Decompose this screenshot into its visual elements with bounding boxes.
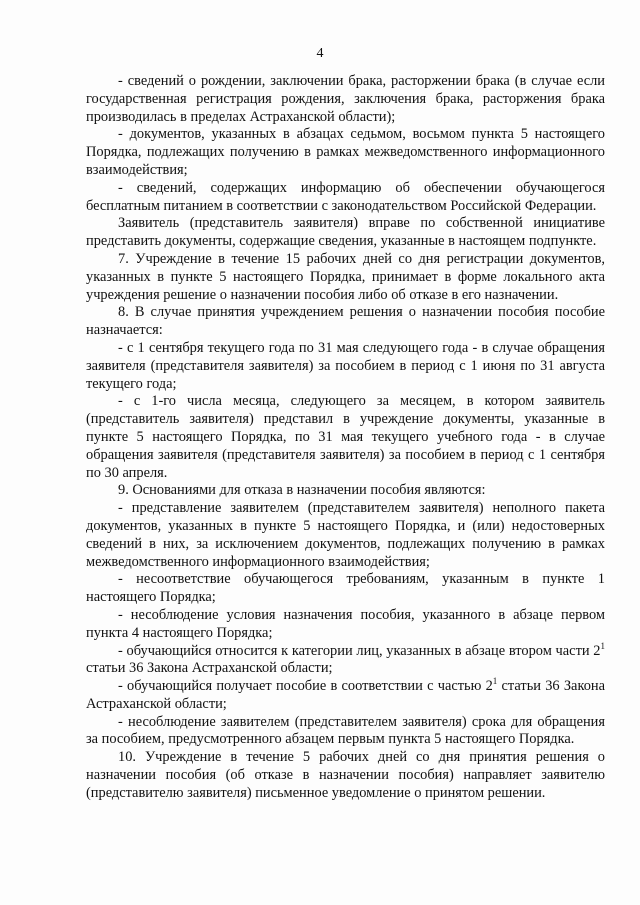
document-body [86,73,605,803]
paragraph-refusal-deadline: - несоблюдение заявителем (представителем заявителя) срока для обращения за пособием, предусмотренного абзацем первым пункта 5 настоящего Порядка. [86,713,605,748]
paragraph-refusal-requirements: - несоответствие обучающегося требованиям, указанным в пункте 1 настоящего Порядка; [86,571,605,606]
paragraph-birth-marriage-info: - сведений о рождении, заключении брака, расторжении брака (в случае если государственная регистрация рождения, заключения брака, расторжения брака производилась в пределах Астраханской области); [86,73,605,125]
paragraph-refusal-receives-benefit-text: - обучающийся получает пособие в соответствии с частью 2 [118,678,493,695]
paragraph-item-8-period-1: - с 1 сентября текущего года по 31 мая следующего года - в случае обращения заявителя (представителя заявителя) за пособием в период с 1 июня по 31 августа текущего года; [86,339,605,392]
paragraph-refusal-category-text-end: статьи 36 Закона Астраханской области; [86,660,333,677]
paragraph-refusal-category-text: - обучающийся относится к категории лиц, указанных в абзаце втором части 2 [118,642,601,659]
paragraph-refusal-conditions: - несоблюдение условия назначения пособия, указанного в абзаце первом пункта 4 настоящего Порядка; [86,606,605,641]
paragraph-item-8-period-2: - с 1-го числа месяца, следующего за месяцем, в котором заявитель (представитель заявителя) представил в учреждение документы, указанные в пункте 5 настоящего Порядка, по 31 мая текущего учебного года - в случае обращения заявителя (представителя заявителя) за пособием в период с 1 сентября по 30 апреля. [86,393,605,481]
paragraph-item-9: 9. Основаниями для отказа в назначении пособия являются: [118,482,486,499]
paragraph-interagency-documents: - документов, указанных в абзацах седьмом, восьмом пункта 5 настоящего Порядка, подлежащих получению в рамках межведомственного информационного взаимодействия; [86,126,605,178]
paragraph-item-7: 7. Учреждение в течение 15 рабочих дней со дня регистрации документов, указанных в пункте 5 настоящего Порядка, принимает в форме локального акта учреждения решение о назначении пособия либо об отказе в его назначении. [86,250,605,303]
paragraph-refusal-receives-benefit-text-end: статьи 36 Закона Астраханской области; [86,678,605,712]
paragraph-applicant-initiative: Заявитель (представитель заявителя) вправе по собственной инициативе представить документы, содержащие сведения, указанные в настоящем подпункте. [86,215,605,250]
paragraph-refusal-category [86,640,605,679]
paragraph-refusal-incomplete-docs: - представление заявителем (представителем заявителя) неполного пакета документов, указанных в пункте 5 настоящего Порядка, и (или) недостоверных сведений в них, за исключением документов, подлежащих получению в рамках межведомственного информационного взаимодействия; [86,500,605,570]
paragraph-free-meals-info: - сведений, содержащих информацию об обеспечении обучающегося бесплатным питанием в соответствии с законодательством Российской Федерации. [86,179,605,214]
page-number: 4 [316,46,324,61]
superscript: 1 [492,676,498,687]
paragraph-item-8: 8. В случае принятия учреждением решения о назначении пособия пособие назначается: [86,304,605,339]
superscript: 1 [600,640,605,651]
paragraph-item-10: 10. Учреждение в течение 5 рабочих дней со дня принятия решения о назначении пособия (об отказе в назначении пособия) направляет заявителю (представителю заявителя) письменное уведомление о принятом решении. [86,749,605,801]
paragraph-refusal-receives-benefit [86,678,605,714]
